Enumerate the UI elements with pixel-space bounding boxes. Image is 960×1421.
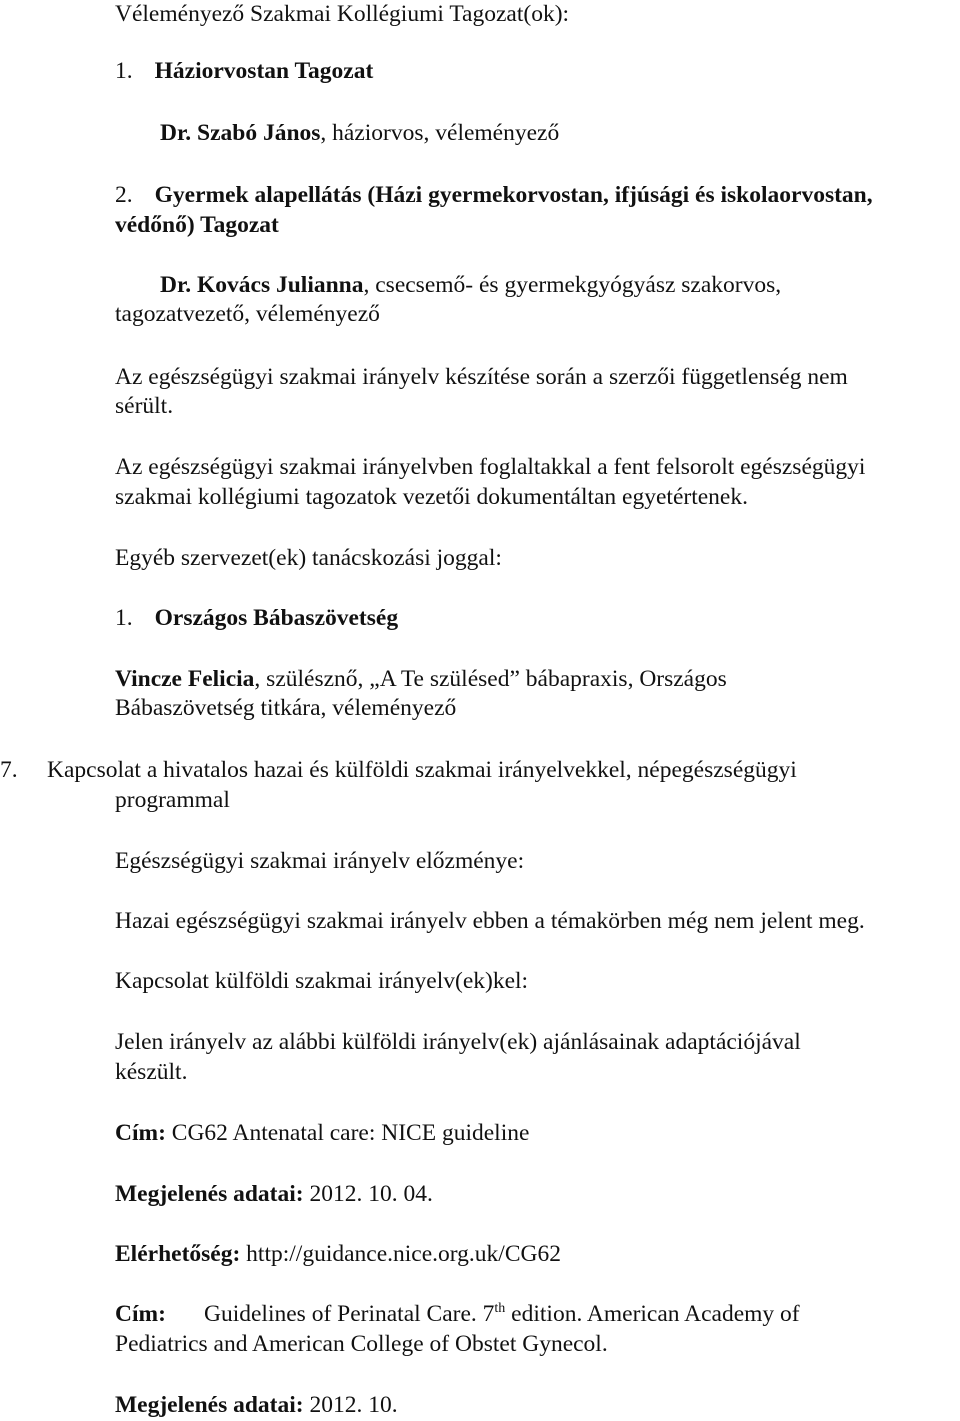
precedent-heading: Egészségügyi szakmai irányelv előzménye: (115, 848, 525, 874)
precedent-text: Hazai egészségügyi szakmai irányelv ebben a témakörben még nem jelent meg. (115, 908, 865, 934)
section-2-title-cont: védőnő) Tagozat (115, 212, 279, 238)
independence-statement-cont: sérült. (115, 393, 174, 419)
ref-2-publication: Megjelenés adatai: 2012. 10. (115, 1392, 398, 1418)
chapter-7-title: 7. Kapcsolat a hivatalos hazai és külföldi szakmai irányelvekkel, népegészségügyi (0, 757, 797, 783)
ref-1-title: Cím: CG62 Antenatal care: NICE guideline (115, 1120, 530, 1146)
section-2-person: Dr. Kovács Julianna, csecsemő- és gyermekgyógyász szakorvos, (160, 272, 782, 298)
foreign-text: Jelen irányelv az alábbi külföldi irányelv(ek) ajánlásainak adaptációjával (115, 1029, 801, 1055)
ref-2-title-cont: Pediatrics and American College of Obstet Gynecol. (115, 1331, 608, 1357)
section-1-title: 1. Háziorvostan Tagozat (115, 58, 374, 84)
advisory-org-person-cont: Bábaszövetség titkára, véleményező (115, 695, 457, 721)
advisory-org-title: 1. Országos Bábaszövetség (115, 605, 399, 631)
ref-1-publication: Megjelenés adatai: 2012. 10. 04. (115, 1181, 433, 1207)
agreement-statement: Az egészségügyi szakmai irányelvben foglaltakkal a fent felsorolt egészségügyi (115, 454, 866, 480)
foreign-text-cont: készült. (115, 1059, 188, 1085)
section-1-person: Dr. Szabó János, háziorvos, véleményező (160, 120, 560, 146)
section-2-person-cont: tagozatvezető, véleményező (115, 301, 380, 327)
chapter-7-title-cont: programmal (115, 787, 230, 813)
foreign-heading: Kapcsolat külföldi szakmai irányelv(ek)kel: (115, 968, 529, 994)
reviewing-heading: Véleményező Szakmai Kollégiumi Tagozat(ok): (115, 1, 570, 27)
independence-statement: Az egészségügyi szakmai irányelv készítése során a szerzői függetlenség nem (115, 364, 848, 390)
advisory-heading: Egyéb szervezet(ek) tanácskozási joggal: (115, 545, 502, 571)
agreement-statement-cont: szakmai kollégiumi tagozatok vezetői dokumentáltan egyetértenek. (115, 484, 748, 510)
advisory-org-person: Vincze Felicia, szülésznő, „A Te szülésed” bábapraxis, Országos (115, 666, 727, 692)
ref-1-url: http://guidance.nice.org.uk/CG62 (240, 1241, 561, 1267)
ref-2-title: Cím: Guidelines of Perinatal Care. 7th edition. American Academy of (115, 1301, 800, 1327)
section-2-title: 2. Gyermek alapellátás (Házi gyermekorvostan, ifjúsági és iskolaorvostan, (115, 182, 873, 208)
ref-1-availability: Elérhetőség: http://guidance.nice.org.uk/CG62 (115, 1241, 561, 1267)
